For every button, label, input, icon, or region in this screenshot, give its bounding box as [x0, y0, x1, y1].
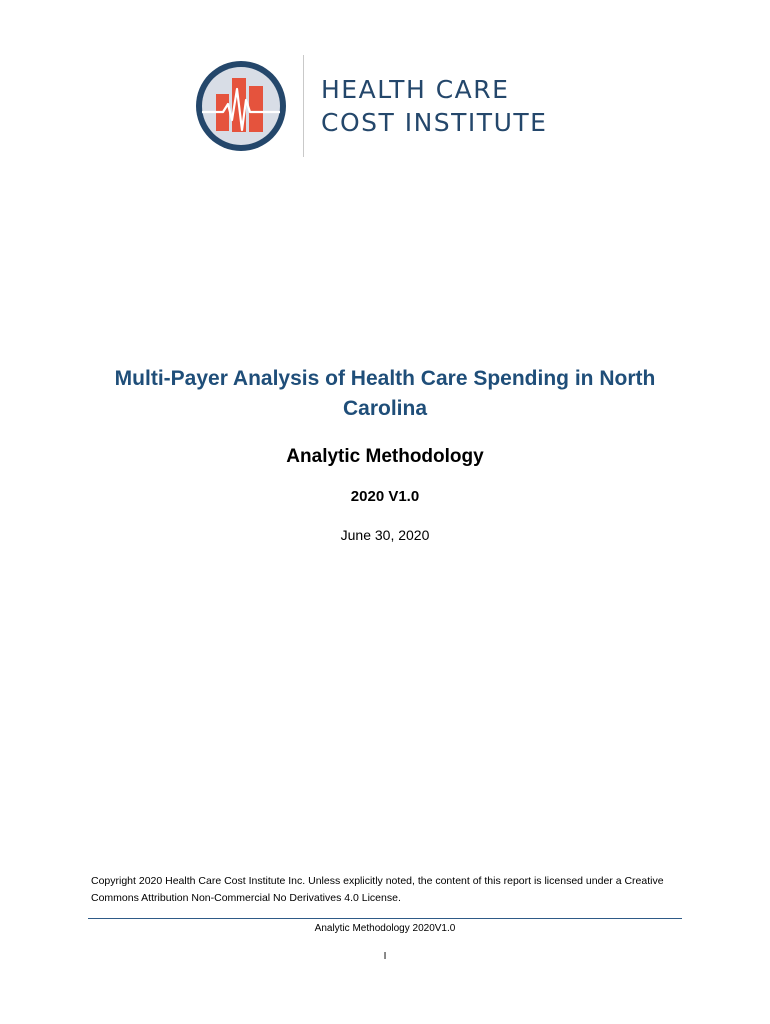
logo-line-1: HEALTH CARE — [321, 75, 510, 104]
document-title: Multi-Payer Analysis of Health Care Spending in North Carolina — [114, 367, 656, 420]
footer-divider — [88, 918, 682, 919]
logo-wordmark — [321, 73, 547, 139]
logo-line-2: COST INSTITUTE — [321, 108, 548, 137]
footer-text: Analytic Methodology 2020V1.0 — [314, 923, 456, 934]
document-date: June 30, 2020 — [340, 527, 430, 543]
page-number: I — [383, 951, 387, 962]
copyright-notice: Copyright 2020 Health Care Cost Institute Inc. Unless explicitly noted, the content of this report is licensed under a Creative Commons Attribution Non-Commercial No Derivatives 4.0 License. — [91, 875, 664, 904]
logo-divider — [303, 55, 304, 157]
hcci-logo-icon — [193, 58, 289, 154]
logo — [193, 55, 593, 159]
document-version: 2020 V1.0 — [350, 488, 420, 505]
document-subtitle: Analytic Methodology — [286, 446, 484, 467]
